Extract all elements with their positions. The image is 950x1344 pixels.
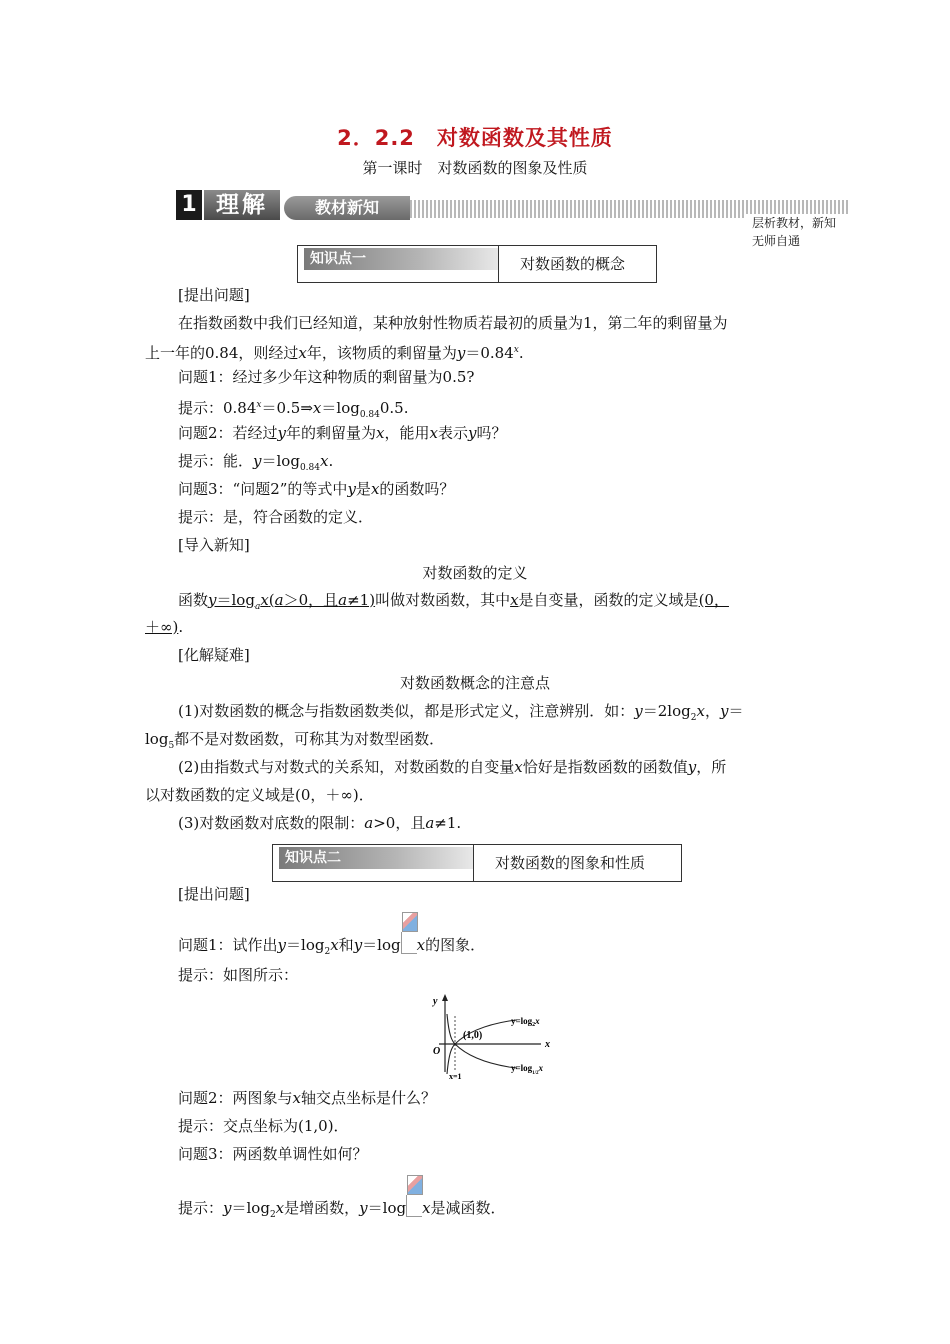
question: 问题2：若经过y年的剩留量为x，能用x表示y吗？	[178, 424, 507, 442]
banner-number: 1	[176, 190, 202, 220]
section-label: [化解疑难]	[178, 646, 250, 664]
knowledge-box-2	[272, 844, 682, 882]
knowledge-title-1: 对数函数的概念	[520, 255, 626, 273]
note-item: (3)对数函数对底数的限制：a>0，且a≠1.	[178, 814, 462, 832]
knowledge-title-2: 对数函数的图象和性质	[495, 854, 646, 872]
hint: 提示：$y=\log_2x$是增函数，y＝log x是减函数．	[178, 1175, 506, 1237]
section-label: [提出问题]	[178, 286, 250, 304]
paragraph: 上一年的0.84，则经过x年，该物质的剩留量为$y=0.84^x$.	[145, 344, 524, 362]
question: 问题1：经过多少年这种物质的剩留量为0.5?	[178, 368, 475, 386]
section-banner	[176, 186, 848, 248]
section-label: [导入新知]	[178, 536, 250, 554]
log-graph	[425, 992, 560, 1080]
graph-origin-label: O	[433, 1046, 441, 1057]
banner-jiaocai: 教材新知	[284, 196, 410, 220]
definition-title: 对数函数的定义	[422, 564, 528, 582]
hint: 提示：交点坐标为(1,0)．	[178, 1117, 349, 1135]
question: 问题2：两图象与x轴交点坐标是什么？	[178, 1089, 437, 1107]
hint: 提示：$0.84^x=0.5\Rightarrow x=\log_{0.84}0.5$.	[178, 399, 409, 420]
banner-stripes	[410, 200, 848, 248]
note-item: (2)由指数式与对数式的关系知，对数函数的自变量x恰好是指数函数的函数值y，所	[178, 758, 727, 776]
knowledge-box-1	[297, 245, 657, 283]
knowledge-tag-2: 知识点二	[279, 847, 473, 869]
graph-x-label: x	[545, 1039, 550, 1050]
lesson-title: 2．2.2 对数函数及其性质	[337, 126, 613, 150]
note-item: (1)对数函数的概念与指数函数类似，都是形式定义，注意辨别．如：$y=2\log_2x$，y＝	[178, 702, 744, 723]
image-placeholder-icon	[406, 1175, 422, 1217]
y-axis-arrow	[442, 994, 448, 1001]
graph-y-label: y	[433, 996, 438, 1007]
question: 问题1：试作出$y=\log_2x$和y＝log x的图象．	[178, 912, 485, 974]
knowledge-tag-1: 知识点一	[304, 248, 498, 270]
graph-label-log-half: $y=\log_{1/2}x$	[511, 1063, 544, 1076]
graph-point-label: (1,0)	[463, 1030, 483, 1041]
banner-slogan: 层析教材，新知无师自通	[746, 214, 848, 232]
banner-lijie: 理解	[204, 190, 280, 220]
lesson-subtitle: 第一课时 对数函数的图象及性质	[362, 159, 588, 177]
knowledge-divider-1	[498, 246, 499, 282]
paragraph: 在指数函数中我们已经知道，某种放射性物质若最初的质量为1，第二年的剩留量为	[178, 314, 728, 332]
hint: 提示：如图所示：	[178, 966, 299, 984]
image-placeholder-icon	[401, 912, 417, 954]
question: 问题3：两函数单调性如何？	[178, 1145, 368, 1163]
definition: 函数$y=\log_ax(a>0$，且a≠1)叫做对数函数，其中x是自变量，函数的定义域是(0，	[178, 591, 729, 612]
graph-x1-label: x=1	[449, 1072, 462, 1080]
note-item: $\log_5$都不是对数函数，可称其为对数型函数．	[145, 730, 445, 751]
knowledge-divider-2	[473, 845, 474, 881]
hint: 提示：是，符合函数的定义．	[178, 508, 374, 526]
note-item: 以对数函数的定义域是(0，＋∞)．	[145, 786, 374, 804]
question: 问题3：“问题2”的等式中y是x的函数吗？	[178, 480, 455, 498]
graph-label-log2: $y=\log_2x$	[511, 1016, 540, 1028]
section-label: [提出问题]	[178, 885, 250, 903]
definition-cont: ＋∞).	[145, 618, 184, 636]
hint: 提示：能．$y=\log_{0.84}x$.	[178, 452, 334, 473]
note-title: 对数函数概念的注意点	[399, 674, 550, 692]
